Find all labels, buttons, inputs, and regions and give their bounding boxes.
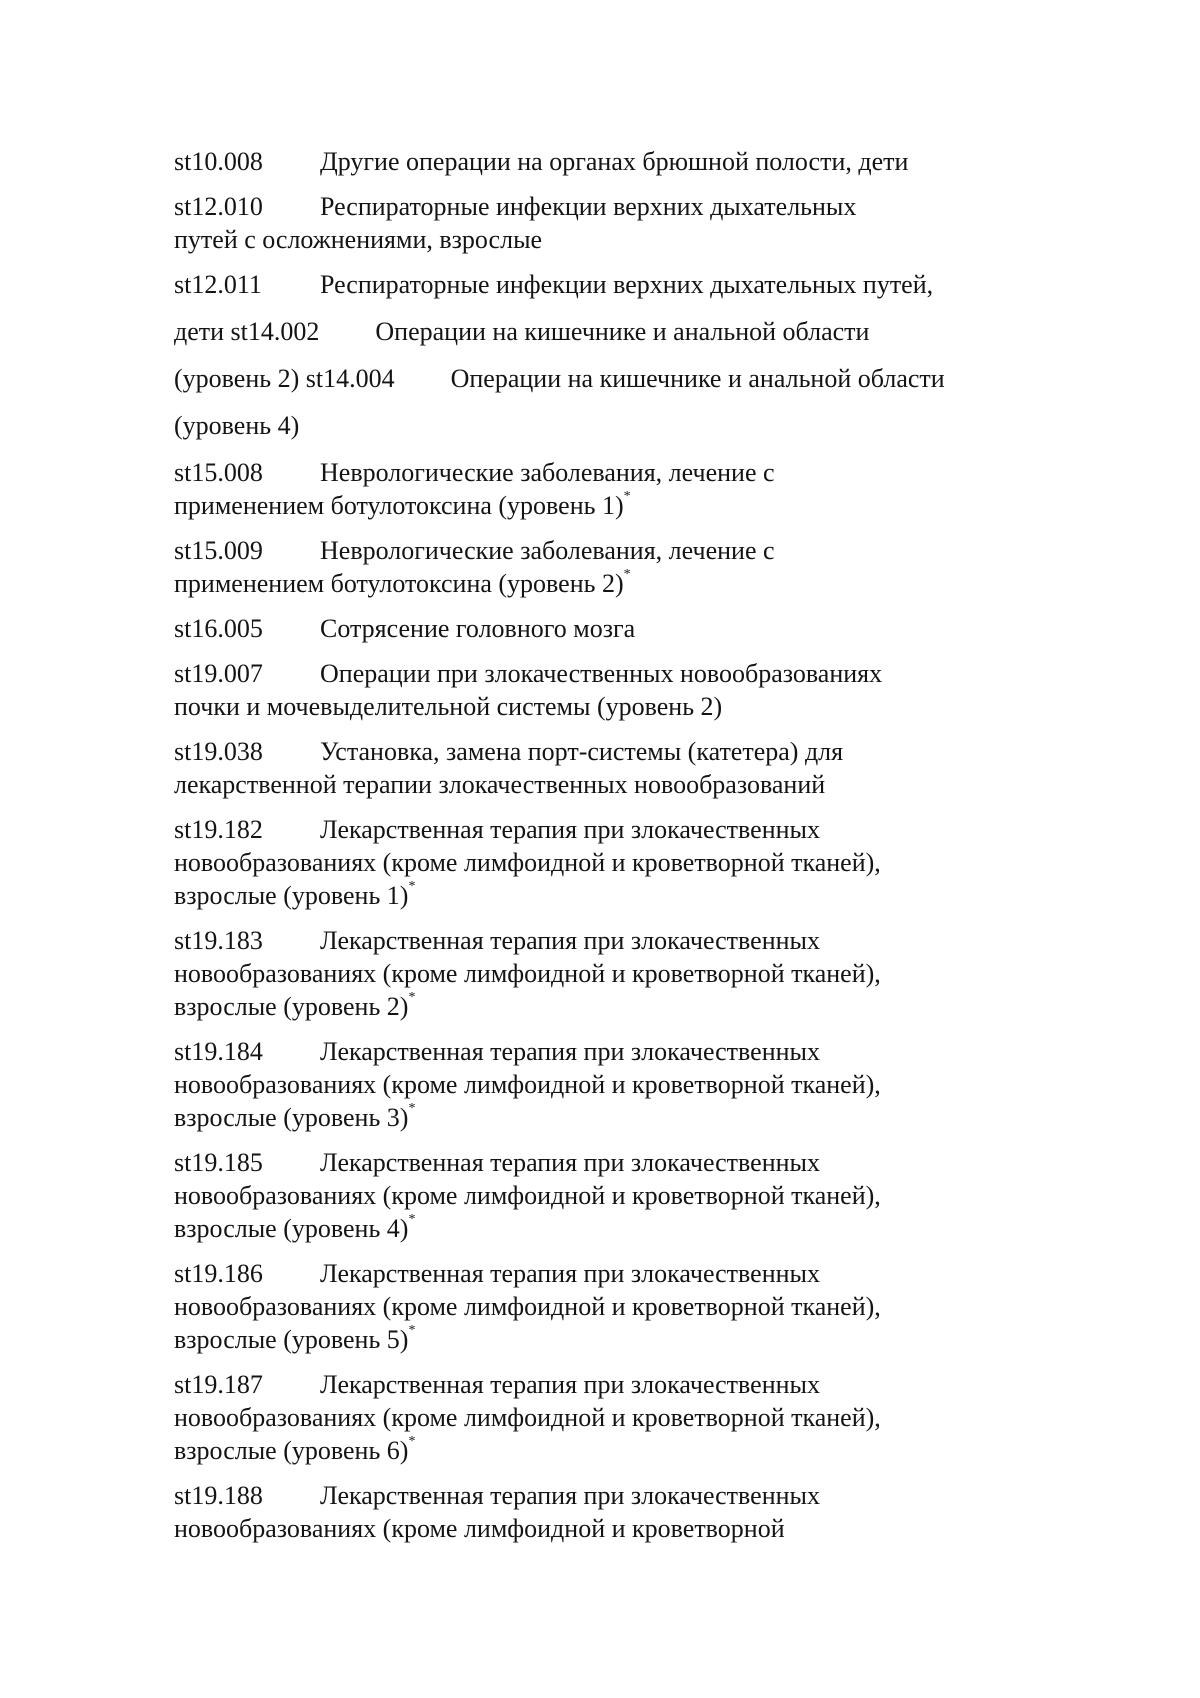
entry-text: Лекарственная терапия при злокачественных — [320, 815, 820, 844]
entry-code: st19.007 — [174, 659, 263, 688]
list-item — [174, 657, 1074, 723]
entry-text-continued: взрослые (уровень 4) — [174, 1214, 409, 1243]
list-item — [174, 315, 1074, 348]
entry-code: st19.186 — [174, 1259, 263, 1288]
entry-text-continued: взрослые (уровень 3) — [174, 1103, 409, 1132]
entry-code: st14.004 — [305, 364, 395, 393]
entry-code: st16.005 — [174, 614, 263, 643]
entry-code: st15.009 — [174, 536, 263, 565]
footnote-mark: * — [408, 1323, 416, 1339]
list-item — [174, 362, 1074, 395]
list-item — [174, 924, 1074, 1023]
entry-text: Установка, замена порт-системы (катетера) для — [320, 737, 844, 766]
entry-text-continued: новообразованиях (кроме лимфоидной и кроветворной тканей), — [174, 959, 881, 988]
entry-text-continued: лекарственной терапии злокачественных новообразований — [174, 770, 826, 799]
entry-code: st19.185 — [174, 1148, 263, 1177]
entry-text-continued: взрослые (уровень 1) — [174, 881, 409, 910]
entry-text: Операции при злокачественных новообразованиях — [320, 659, 883, 688]
entry-text: Неврологические заболевания, лечение с — [320, 536, 775, 565]
entry-prefix: дети — [174, 317, 225, 346]
entry-list — [174, 145, 1074, 1557]
entry-text-continued: применением ботулотоксина (уровень 2) — [174, 569, 624, 598]
entry-text-continued: применением ботулотоксина (уровень 1) — [174, 491, 624, 520]
entry-text: Операции на кишечнике и анальной области — [450, 364, 945, 393]
list-item — [174, 456, 1074, 522]
footnote-mark: * — [408, 1434, 416, 1450]
entry-text: Респираторные инфекции верхних дыхательных путей, — [320, 270, 934, 299]
footnote-mark: * — [408, 990, 416, 1006]
entry-text-continued: путей с осложнениями, взрослые — [174, 225, 543, 254]
entry-text: Другие операции на органах брюшной полости, дети — [320, 147, 909, 176]
list-item — [174, 534, 1074, 600]
list-item — [174, 1479, 1074, 1545]
footnote-mark: * — [408, 1212, 416, 1228]
entry-text-continued: взрослые (уровень 6) — [174, 1436, 409, 1465]
entry-text-continued: взрослые (уровень 5) — [174, 1325, 409, 1354]
entry-text: Лекарственная терапия при злокачественных — [320, 1481, 820, 1510]
entry-code: st19.187 — [174, 1370, 263, 1399]
entry-code: st12.010 — [174, 192, 263, 221]
list-item — [174, 813, 1074, 912]
entry-text: Лекарственная терапия при злокачественных — [320, 1148, 820, 1177]
list-item — [174, 145, 1074, 178]
entry-text: Сотрясение головного мозга — [320, 614, 636, 643]
entry-code: st19.038 — [174, 737, 263, 766]
entry-text: Лекарственная терапия при злокачественных — [320, 1037, 820, 1066]
entry-text: Лекарственная терапия при злокачественных — [320, 1370, 820, 1399]
entry-text-continued: новообразованиях (кроме лимфоидной и кроветворной тканей), — [174, 848, 881, 877]
entry-code: st12.011 — [174, 270, 262, 299]
list-item — [174, 409, 1074, 442]
list-item — [174, 268, 1074, 301]
entry-code: st10.008 — [174, 147, 263, 176]
list-item — [174, 1035, 1074, 1134]
entry-text-continued: взрослые (уровень 2) — [174, 992, 409, 1021]
entry-text: Лекарственная терапия при злокачественных — [320, 1259, 820, 1288]
list-item — [174, 190, 1074, 256]
list-item — [174, 1368, 1074, 1467]
entry-text: (уровень 4) — [174, 411, 300, 440]
footnote-mark: * — [408, 879, 416, 895]
list-item — [174, 1146, 1074, 1245]
entry-text: Операции на кишечнике и анальной области — [375, 317, 870, 346]
entry-text-continued: почки и мочевыделительной системы (уровень 2) — [174, 692, 723, 721]
entry-code: st19.182 — [174, 815, 263, 844]
entry-text: Лекарственная терапия при злокачественных — [320, 926, 820, 955]
entry-text: Респираторные инфекции верхних дыхательных — [320, 192, 857, 221]
footnote-mark: * — [408, 1101, 416, 1117]
entry-code: st14.002 — [230, 317, 320, 346]
list-item — [174, 735, 1074, 801]
entry-text-continued: новообразованиях (кроме лимфоидной и кроветворной тканей), — [174, 1403, 881, 1432]
entry-prefix: (уровень 2) — [174, 364, 300, 393]
entry-text-continued: новообразованиях (кроме лимфоидной и кроветворной тканей), — [174, 1181, 881, 1210]
entry-code: st19.188 — [174, 1481, 263, 1510]
entry-code: st15.008 — [174, 458, 263, 487]
footnote-mark: * — [623, 567, 631, 583]
entry-code: st19.184 — [174, 1037, 263, 1066]
entry-text-continued: новообразованиях (кроме лимфоидной и кроветворной тканей), — [174, 1070, 881, 1099]
list-item — [174, 1257, 1074, 1356]
entry-text-continued: новообразованиях (кроме лимфоидной и кроветворной тканей), — [174, 1292, 881, 1321]
list-item — [174, 612, 1074, 645]
entry-text-continued: новообразованиях (кроме лимфоидной и кроветворной — [174, 1514, 785, 1543]
footnote-mark: * — [623, 489, 631, 505]
entry-code: st19.183 — [174, 926, 263, 955]
entry-text: Неврологические заболевания, лечение с — [320, 458, 775, 487]
